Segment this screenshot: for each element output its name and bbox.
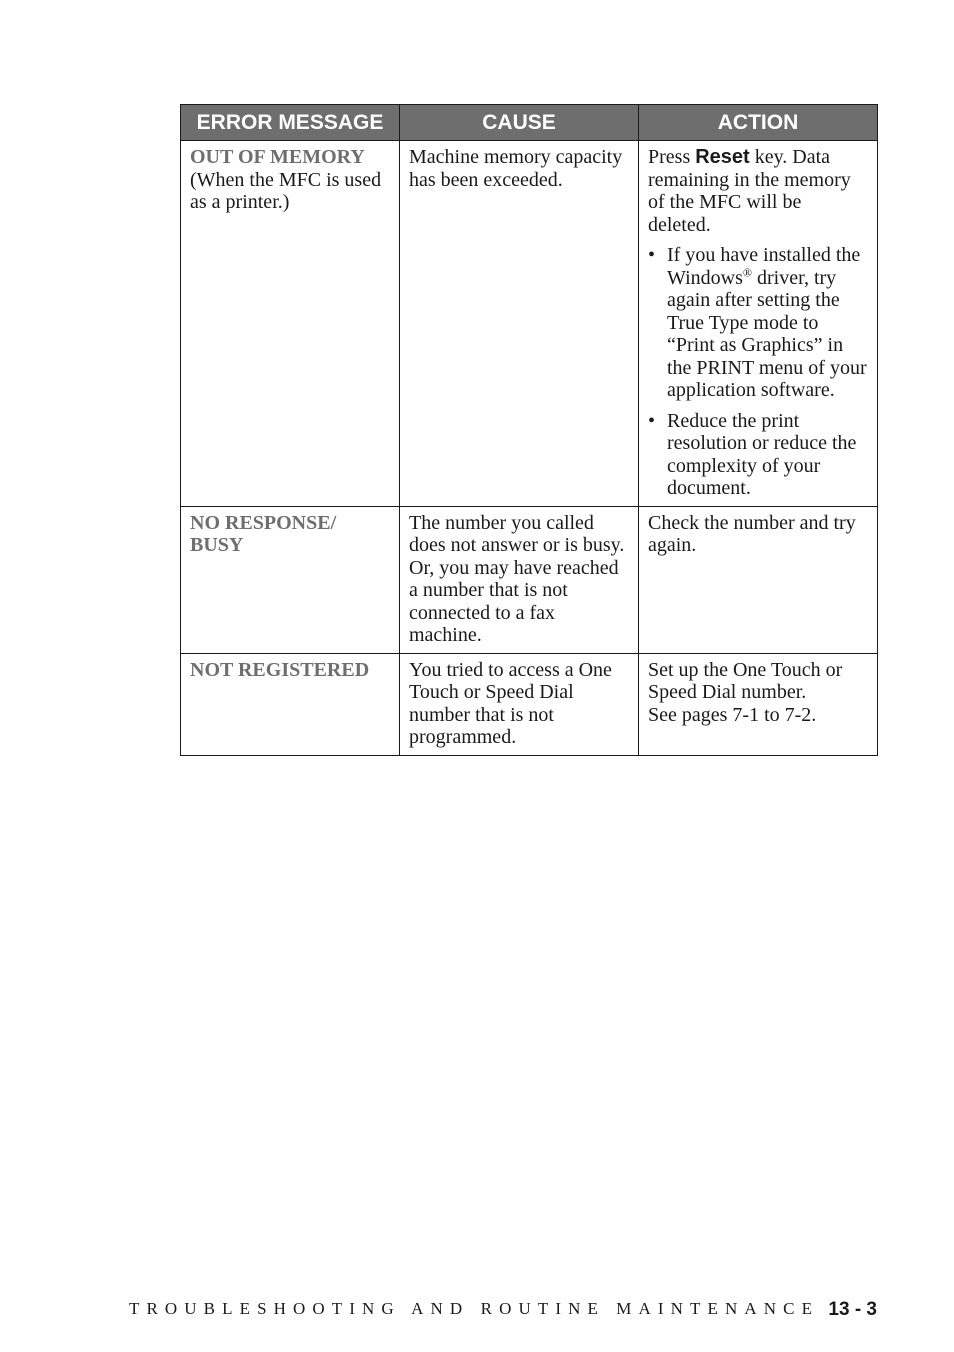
reset-key-label: Reset <box>695 146 750 168</box>
action-cell <box>639 141 878 507</box>
error-message-label: OUT OF MEMORY <box>190 146 365 168</box>
list-item <box>648 244 868 402</box>
header-action: ACTION <box>639 105 878 141</box>
bullet-text: Reduce the print resolution or reduce the complexity of your document. <box>667 409 857 499</box>
error-message-cell <box>181 653 400 755</box>
error-message-label: NO RESPONSE/ BUSY <box>190 511 337 556</box>
action-text: Set up the One Touch or Speed Dial number. <box>648 658 843 703</box>
table-header-row <box>181 105 878 141</box>
bullet-text-part1: If you have installed the Windows <box>667 244 861 289</box>
error-message-cell <box>181 141 400 507</box>
action-suffix: key. Data remaining in the memory of the MFC will be deleted. <box>648 146 851 236</box>
bullet-text-part2: driver, try again after setting the True Type mode to “Print as Graphics” in the PRINT menu of your application software. <box>667 266 867 401</box>
action-cell <box>639 653 878 755</box>
error-message-label: NOT REGISTERED <box>190 658 370 681</box>
cause-text: The number you called does not answer or is busy. Or, you may have reached a number that is not connected to a fax machine. <box>409 511 625 646</box>
cause-text: Machine memory capacity has been exceeded. <box>409 146 623 191</box>
header-error-message: ERROR MESSAGE <box>181 105 400 141</box>
footer-section-title: TROUBLESHOOTING AND ROUTINE MAINTENANCE <box>129 1299 820 1318</box>
registered-mark: ® <box>742 264 752 279</box>
footer-page-number: 13 - 3 <box>828 1299 877 1320</box>
table-row <box>181 506 878 653</box>
action-cell <box>639 506 878 653</box>
action-bullet-list <box>648 244 868 500</box>
action-prefix: Press <box>648 146 696 168</box>
action-text <box>648 146 868 236</box>
table-row <box>181 141 878 507</box>
error-message-table <box>180 104 878 756</box>
cause-cell <box>400 653 639 755</box>
cause-cell <box>400 141 639 507</box>
table-row <box>181 653 878 755</box>
error-message-cell <box>181 506 400 653</box>
error-message-note: (When the MFC is used as a printer.) <box>190 168 382 213</box>
page-reference: See pages 7-1 to 7-2. <box>648 703 817 726</box>
list-item <box>648 410 868 500</box>
action-text: Check the number and try again. <box>648 511 856 556</box>
header-cause: CAUSE <box>400 105 639 141</box>
cause-text: You tried to access a One Touch or Speed Dial number that is not programmed. <box>409 658 612 748</box>
page-footer <box>129 1299 877 1323</box>
cause-cell <box>400 506 639 653</box>
